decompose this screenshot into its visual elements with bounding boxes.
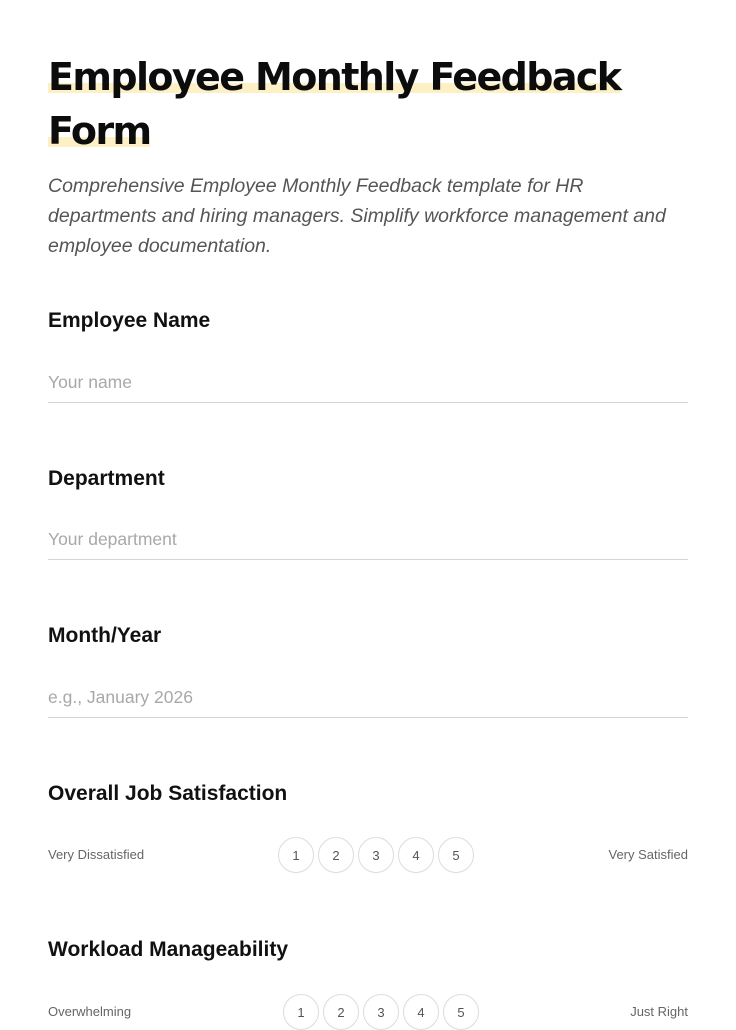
workload-high-label: Just Right — [630, 1004, 688, 1019]
workload-option-4[interactable]: 4 — [403, 994, 439, 1030]
job-satisfaction-option-1[interactable]: 1 — [278, 837, 314, 873]
job-satisfaction-option-3[interactable]: 3 — [358, 837, 394, 873]
job-satisfaction-label: Overall Job Satisfaction — [48, 782, 288, 805]
workload-label: Workload Manageability — [48, 938, 288, 961]
employee-name-input[interactable] — [48, 362, 688, 403]
workload-option-5[interactable]: 5 — [443, 994, 479, 1030]
department-input[interactable] — [48, 519, 688, 560]
job-satisfaction-option-5[interactable]: 5 — [438, 837, 474, 873]
job-satisfaction-option-2[interactable]: 2 — [318, 837, 354, 873]
workload-scale — [283, 994, 479, 1030]
job-satisfaction-option-4[interactable]: 4 — [398, 837, 434, 873]
job-satisfaction-high-label: Very Satisfied — [608, 847, 688, 862]
workload-option-1[interactable]: 1 — [283, 994, 319, 1030]
employee-name-label: Employee Name — [48, 309, 211, 332]
workload-option-2[interactable]: 2 — [323, 994, 359, 1030]
form-title-text: Employee Monthly Feedback Form — [48, 55, 621, 153]
month-year-label: Month/Year — [48, 624, 162, 647]
form-title — [48, 50, 688, 158]
workload-low-label: Overwhelming — [48, 1004, 132, 1019]
department-label: Department — [48, 467, 165, 490]
month-year-input[interactable] — [48, 677, 688, 718]
job-satisfaction-scale — [278, 837, 474, 873]
form-description: Comprehensive Employee Monthly Feedback template for HR departments and hiring managers. Simplify workforce management and employee documentation. — [48, 175, 666, 257]
workload-option-3[interactable]: 3 — [363, 994, 399, 1030]
job-satisfaction-low-label: Very Dissatisfied — [48, 847, 145, 862]
